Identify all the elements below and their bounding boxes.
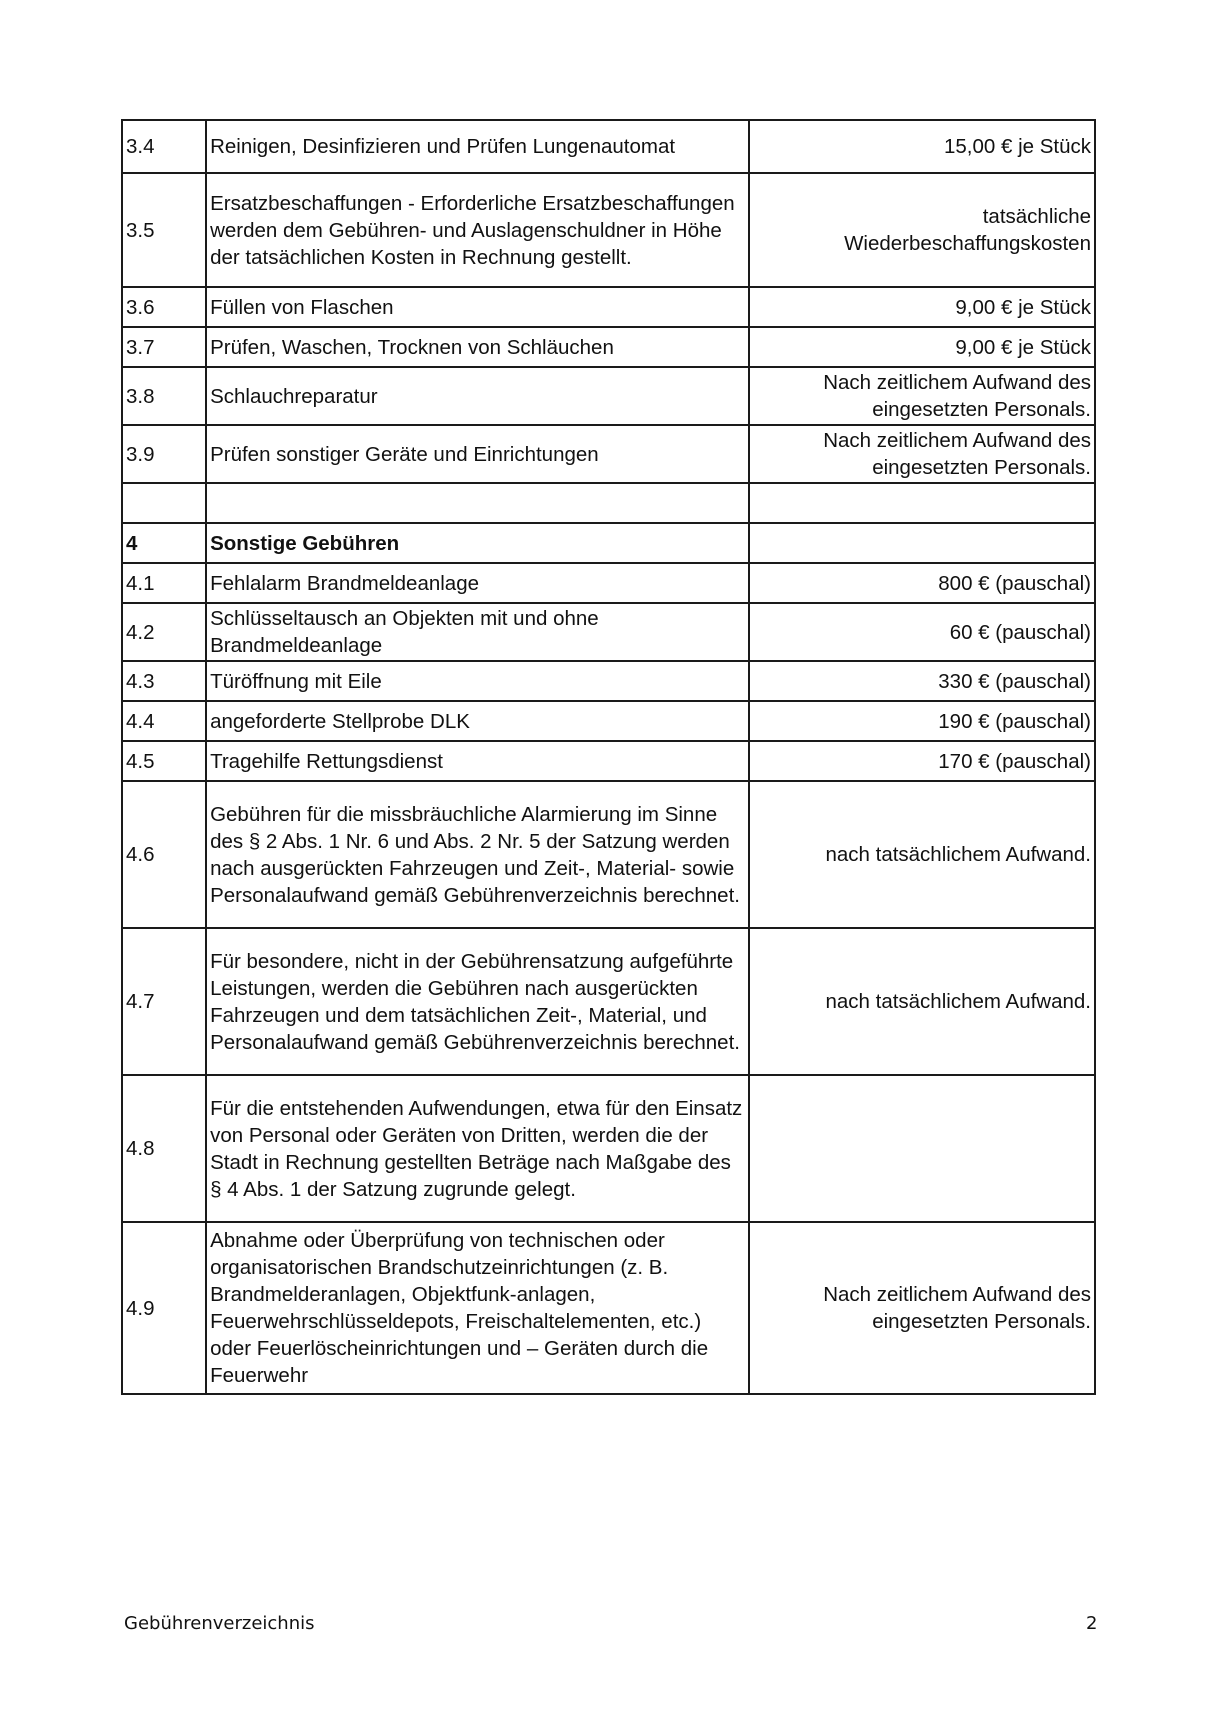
row-fee: 9,00 € je Stück [749, 327, 1095, 367]
row-description: Tragehilfe Rettungsdienst [206, 741, 749, 781]
row-description: Für die entstehenden Aufwendungen, etwa für den Einsatz von Personal oder Geräten von Dritten, werden die der Stadt in Rechnung gestellten Beträge nach Maßgabe des § 4 Abs. 1 der Satzung zugrunde gelegt. [206, 1075, 749, 1222]
row-description: Ersatzbeschaffungen - Erforderliche Ersatzbeschaffungen werden dem Gebühren- und Auslagenschuldner in Höhe der tatsächlichen Kosten in Rechnung gestellt. [206, 173, 749, 287]
row-description: Gebühren für die missbräuchliche Alarmierung im Sinne des § 2 Abs. 1 Nr. 6 und Abs. 2 Nr. 5 der Satzung werden nach ausgerückten Fahrzeugen und Zeit-, Material- sowie Personalaufwand gemäß Gebührenverzeichnis berechnet. [206, 781, 749, 928]
row-fee: nach tatsächlichem Aufwand. [749, 928, 1095, 1075]
row-description: Prüfen sonstiger Geräte und Einrichtungen [206, 425, 749, 483]
row-description: Schlauchreparatur [206, 367, 749, 425]
row-number: 4.9 [122, 1222, 206, 1394]
row-fee [749, 1075, 1095, 1222]
section-number: 4 [122, 523, 206, 563]
table-row [122, 563, 1095, 603]
section-title: Sonstige Gebühren [206, 523, 749, 563]
table-row [122, 287, 1095, 327]
row-description [206, 483, 749, 523]
table-row [122, 367, 1095, 425]
table-row [122, 173, 1095, 287]
row-number: 3.6 [122, 287, 206, 327]
table-row [122, 120, 1095, 173]
row-fee: Nach zeitlichem Aufwand des eingesetzten Personals. [749, 425, 1095, 483]
row-number: 4.6 [122, 781, 206, 928]
row-fee [749, 523, 1095, 563]
row-description: angeforderte Stellprobe DLK [206, 701, 749, 741]
row-fee: 15,00 € je Stück [749, 120, 1095, 173]
table-row [122, 1222, 1095, 1394]
section-header-row [122, 523, 1095, 563]
row-fee: nach tatsächlichem Aufwand. [749, 781, 1095, 928]
row-description: Füllen von Flaschen [206, 287, 749, 327]
row-fee: 170 € (pauschal) [749, 741, 1095, 781]
row-fee: 800 € (pauschal) [749, 563, 1095, 603]
page-number: 2 [1086, 1613, 1098, 1634]
row-fee: 330 € (pauschal) [749, 661, 1095, 701]
row-number: 3.8 [122, 367, 206, 425]
row-fee: 60 € (pauschal) [749, 603, 1095, 661]
row-description: Türöffnung mit Eile [206, 661, 749, 701]
table-row [122, 928, 1095, 1075]
row-number: 4.3 [122, 661, 206, 701]
row-number: 4.4 [122, 701, 206, 741]
row-fee: Nach zeitlichem Aufwand des eingesetzten Personals. [749, 367, 1095, 425]
table-row [122, 701, 1095, 741]
row-number [122, 483, 206, 523]
row-number: 3.7 [122, 327, 206, 367]
table-row [122, 425, 1095, 483]
row-number: 4.8 [122, 1075, 206, 1222]
row-number: 4.5 [122, 741, 206, 781]
row-number: 3.4 [122, 120, 206, 173]
table-row [122, 327, 1095, 367]
row-number: 3.5 [122, 173, 206, 287]
fee-table [121, 119, 1096, 1395]
row-fee: Nach zeitlichem Aufwand des eingesetzten Personals. [749, 1222, 1095, 1394]
footer-title: Gebührenverzeichnis [124, 1613, 315, 1634]
table-row [122, 1075, 1095, 1222]
row-description: Schlüsseltausch an Objekten mit und ohne Brandmeldeanlage [206, 603, 749, 661]
table-row [122, 741, 1095, 781]
row-fee: 9,00 € je Stück [749, 287, 1095, 327]
row-fee: tatsächliche Wiederbeschaffungskosten [749, 173, 1095, 287]
row-number: 4.2 [122, 603, 206, 661]
table-row [122, 781, 1095, 928]
table-row [122, 661, 1095, 701]
row-number: 4.7 [122, 928, 206, 1075]
row-description: Reinigen, Desinfizieren und Prüfen Lungenautomat [206, 120, 749, 173]
row-fee [749, 483, 1095, 523]
row-description: Für besondere, nicht in der Gebührensatzung aufgeführte Leistungen, werden die Gebühren nach ausgerückten Fahrzeugen und dem tatsächlichen Zeit-, Material, und Personalaufwand gemäß Gebührenverzeichnis berechnet. [206, 928, 749, 1075]
row-description: Prüfen, Waschen, Trocknen von Schläuchen [206, 327, 749, 367]
row-description: Abnahme oder Überprüfung von technischen oder organisatorischen Brandschutzeinrichtungen (z. B. Brandmelderanlagen, Objektfunk-anlagen, Feuerwehrschlüsseldepots, Freischaltelementen, etc.) oder Feuerlöscheinrichtungen und – Geräten durch die Feuerwehr [206, 1222, 749, 1394]
table-row [122, 603, 1095, 661]
table-row-empty [122, 483, 1095, 523]
row-number: 4.1 [122, 563, 206, 603]
row-description: Fehlalarm Brandmeldeanlage [206, 563, 749, 603]
row-fee: 190 € (pauschal) [749, 701, 1095, 741]
row-number: 3.9 [122, 425, 206, 483]
